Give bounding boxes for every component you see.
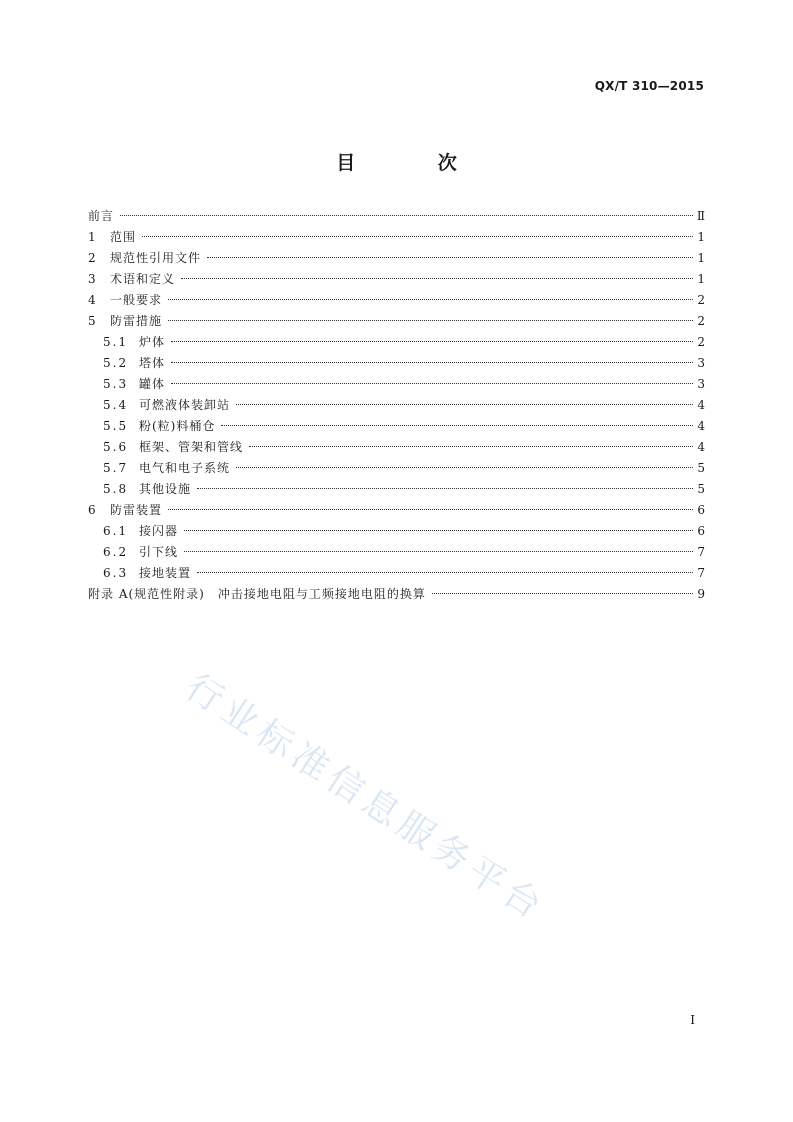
toc-entry-page: 4 bbox=[697, 398, 705, 412]
toc-entry-page: 3 bbox=[697, 356, 705, 370]
toc-entry-number: 6 bbox=[88, 503, 98, 517]
toc-entry-label: 可燃液体装卸站 bbox=[139, 398, 231, 412]
toc-dot-leader bbox=[171, 383, 693, 384]
toc-entry-page: 5 bbox=[697, 482, 705, 496]
toc-entry-page: 1 bbox=[697, 272, 705, 286]
toc-entry-number: 6.1 bbox=[103, 524, 129, 538]
toc-entry[interactable] bbox=[88, 374, 705, 395]
toc-entry-page: 2 bbox=[697, 335, 705, 349]
page-number: I bbox=[690, 1013, 695, 1027]
toc-entry-page: 7 bbox=[697, 566, 705, 580]
toc-dot-leader bbox=[197, 488, 693, 489]
toc-entry-page: 5 bbox=[697, 461, 705, 475]
toc-entry-page: 4 bbox=[697, 440, 705, 454]
toc-entry[interactable] bbox=[88, 500, 705, 521]
toc-entry-number: 4 bbox=[88, 293, 98, 307]
toc-dot-leader bbox=[221, 425, 693, 426]
toc-entry-number: 5.7 bbox=[103, 461, 129, 475]
toc-entry-number: 5.2 bbox=[103, 356, 129, 370]
toc-entry-page: 6 bbox=[697, 524, 705, 538]
toc-entry-page: 9 bbox=[697, 587, 705, 601]
toc-entry[interactable] bbox=[88, 332, 705, 353]
toc-entry[interactable] bbox=[88, 542, 705, 563]
toc-entry[interactable] bbox=[88, 437, 705, 458]
toc-entry-label: 防雷措施 bbox=[110, 314, 163, 328]
toc-entry-number: 5.4 bbox=[103, 398, 129, 412]
toc-entry[interactable] bbox=[88, 458, 705, 479]
toc-entry[interactable] bbox=[88, 248, 705, 269]
toc-entry-label: 接地装置 bbox=[139, 566, 192, 580]
toc-entry-label: 引下线 bbox=[139, 545, 179, 559]
standard-code: QX/T 310—2015 bbox=[594, 79, 704, 93]
toc-entry-label: 前言 bbox=[88, 209, 115, 223]
toc-entry-number: 5.1 bbox=[103, 335, 129, 349]
toc-entry[interactable] bbox=[88, 206, 705, 227]
toc-entry-page: 4 bbox=[697, 419, 705, 433]
toc-entry[interactable] bbox=[88, 290, 705, 311]
toc-entry[interactable] bbox=[88, 416, 705, 437]
toc-entry-label: 术语和定义 bbox=[110, 272, 176, 286]
toc-entry-number: 6.3 bbox=[103, 566, 129, 580]
toc-entry-page: 2 bbox=[697, 293, 705, 307]
toc-entry[interactable] bbox=[88, 584, 705, 605]
toc-entry-label: 接闪器 bbox=[139, 524, 179, 538]
toc-dot-leader bbox=[142, 236, 693, 237]
toc-entry[interactable] bbox=[88, 395, 705, 416]
toc-dot-leader bbox=[171, 362, 693, 363]
toc-entry-label: 范围 bbox=[110, 230, 137, 244]
toc-entry-page: 2 bbox=[697, 314, 705, 328]
watermark: 行业标准信息服务平台 bbox=[178, 666, 553, 930]
toc-dot-leader bbox=[207, 257, 693, 258]
table-of-contents bbox=[88, 206, 705, 605]
toc-entry-label: 框架、管架和管线 bbox=[139, 440, 244, 454]
toc-dot-leader bbox=[168, 509, 693, 510]
toc-entry[interactable] bbox=[88, 311, 705, 332]
toc-entry-label: 规范性引用文件 bbox=[110, 251, 202, 265]
toc-dot-leader bbox=[171, 341, 693, 342]
toc-dot-leader bbox=[197, 572, 693, 573]
toc-entry-page: Ⅱ bbox=[696, 209, 705, 223]
toc-entry-label: 电气和电子系统 bbox=[139, 461, 231, 475]
toc-entry-label: 一般要求 bbox=[110, 293, 163, 307]
toc-dot-leader bbox=[168, 320, 693, 321]
toc-entry-number: 5.8 bbox=[103, 482, 129, 496]
toc-entry-page: 1 bbox=[697, 251, 705, 265]
toc-dot-leader bbox=[184, 551, 693, 552]
toc-entry-page: 1 bbox=[697, 230, 705, 244]
toc-entry[interactable] bbox=[88, 563, 705, 584]
toc-dot-leader bbox=[184, 530, 693, 531]
toc-dot-leader bbox=[249, 446, 693, 447]
toc-entry-number: 5.3 bbox=[103, 377, 129, 391]
toc-entry-label: 罐体 bbox=[139, 377, 166, 391]
toc-entry[interactable] bbox=[88, 269, 705, 290]
toc-entry-label: 塔体 bbox=[139, 356, 166, 370]
toc-entry[interactable] bbox=[88, 479, 705, 500]
toc-entry-number: 5.6 bbox=[103, 440, 129, 454]
toc-dot-leader bbox=[432, 593, 693, 594]
toc-entry-number: 1 bbox=[88, 230, 98, 244]
toc-entry-number: 6.2 bbox=[103, 545, 129, 559]
toc-dot-leader bbox=[236, 404, 693, 405]
page-title: 目 次 bbox=[336, 152, 495, 174]
toc-entry-number: 5.5 bbox=[103, 419, 129, 433]
toc-entry[interactable] bbox=[88, 227, 705, 248]
toc-entry-label: 炉体 bbox=[139, 335, 166, 349]
toc-dot-leader bbox=[120, 215, 693, 216]
toc-entry-label: 防雷装置 bbox=[110, 503, 163, 517]
toc-entry-number: 2 bbox=[88, 251, 98, 265]
toc-entry-number: 3 bbox=[88, 272, 98, 286]
toc-entry-page: 3 bbox=[697, 377, 705, 391]
toc-entry-label: 其他设施 bbox=[139, 482, 192, 496]
toc-entry-label: 粉(粒)料桶仓 bbox=[139, 419, 216, 433]
toc-dot-leader bbox=[181, 278, 693, 279]
toc-entry-page: 6 bbox=[697, 503, 705, 517]
toc-entry-number: 5 bbox=[88, 314, 98, 328]
toc-dot-leader bbox=[168, 299, 693, 300]
toc-entry-label: 附录 A(规范性附录) 冲击接地电阻与工频接地电阻的换算 bbox=[88, 587, 426, 601]
toc-dot-leader bbox=[236, 467, 693, 468]
toc-entry[interactable] bbox=[88, 521, 705, 542]
toc-entry-page: 7 bbox=[697, 545, 705, 559]
toc-entry[interactable] bbox=[88, 353, 705, 374]
